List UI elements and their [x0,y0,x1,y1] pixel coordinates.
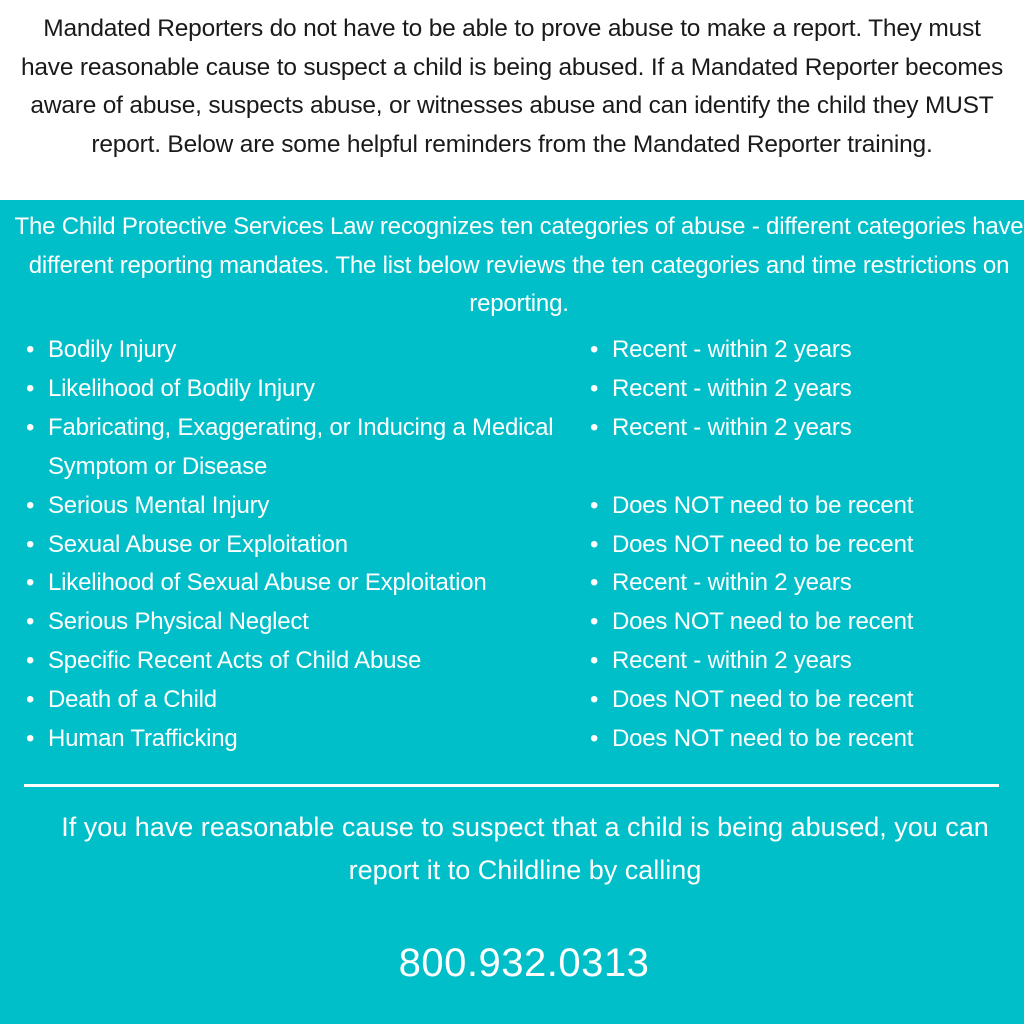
restriction-label: Recent - within 2 years [612,374,852,402]
list-item [24,487,564,526]
restriction-label: Recent - within 2 years [612,336,852,363]
bullet-icon: • [26,374,35,402]
bullet-icon: • [590,725,599,753]
list-item [24,409,564,487]
intro-section [0,0,1024,200]
list-item [24,720,564,759]
category-label: Likelihood of Bodily Injury [48,374,315,402]
category-label: Serious Mental Injury [48,491,270,519]
list-item [588,720,1008,759]
restriction-label: Recent - within 2 years [612,647,852,675]
bullet-icon: • [26,336,35,363]
category-label: Likelihood of Sexual Abuse or Exploitation [48,569,487,597]
bullet-icon: • [26,569,35,597]
restriction-label: Does NOT need to be recent [612,608,914,636]
bullet-icon: • [26,608,35,636]
list-item [588,487,1008,526]
bullet-icon: • [26,413,35,441]
bullet-icon: • [26,725,35,753]
list-item [24,642,564,681]
category-label: Bodily Injury [48,336,177,363]
list-item [24,331,564,370]
list-item [588,370,1008,409]
bullet-icon: • [590,608,599,636]
restriction-label: Does NOT need to be recent [612,725,914,753]
bullet-icon: • [26,530,35,558]
restriction-label: Recent - within 2 years [612,569,852,597]
list-item [24,603,564,642]
info-panel [0,200,1024,1024]
categories-lead-paragraph: The Child Protective Services Law recognizes ten categories of abuse - different categories have different reporting mandates. The list below reviews the ten categories and time restrictions on reporting. [14,213,1024,318]
list-item [24,370,564,409]
list-item [588,603,1008,642]
list-item [588,642,1008,681]
list-item [588,526,1008,565]
bullet-icon: • [590,491,599,519]
abuse-categories-list [24,331,564,759]
bullet-icon: • [26,686,35,714]
bullet-icon: • [590,569,599,597]
bullet-icon: • [590,336,599,363]
bullet-icon: • [590,413,599,441]
childline-phone-number: 800.932.0313 [398,941,650,985]
restriction-label: Recent - within 2 years [612,413,852,441]
bullet-icon: • [590,374,599,402]
childline-instructions: If you have reasonable cause to suspect that a child is being abused, you can report it to Childline by calling [61,812,989,885]
list-item [588,564,1008,603]
category-label: Fabricating, Exaggerating, or Inducing a Medical Symptom or Disease [48,413,554,480]
section-divider [24,784,999,787]
list-item [588,681,1008,720]
intro-paragraph: Mandated Reporters do not have to be able to prove abuse to make a report. They must have reasonable cause to suspect a child is being abused. If a Mandated Reporter becomes aware of abuse, suspects abuse, or witnesses abuse and can identify the child they MUST report. Below are some helpful reminders from the Mandated Reporter training. [20,15,1004,158]
list-item [24,526,564,565]
list-item [588,409,1008,448]
restriction-label: Does NOT need to be recent [612,686,914,714]
bullet-icon: • [590,647,599,675]
bullet-icon: • [590,530,599,558]
list-item [24,564,564,603]
category-label: Death of a Child [48,686,217,714]
bullet-icon: • [26,491,35,519]
bullet-icon: • [26,647,35,675]
reporting-time-restrictions-list [588,331,1008,759]
list-spacer [588,448,1008,487]
restriction-label: Does NOT need to be recent [612,530,914,558]
category-label: Specific Recent Acts of Child Abuse [48,647,422,675]
category-label: Serious Physical Neglect [48,608,309,636]
list-item [24,681,564,720]
list-item [588,331,1008,370]
bullet-icon: • [590,686,599,714]
category-label: Human Trafficking [48,725,238,753]
category-label: Sexual Abuse or Exploitation [48,530,348,558]
restriction-label: Does NOT need to be recent [612,491,914,519]
